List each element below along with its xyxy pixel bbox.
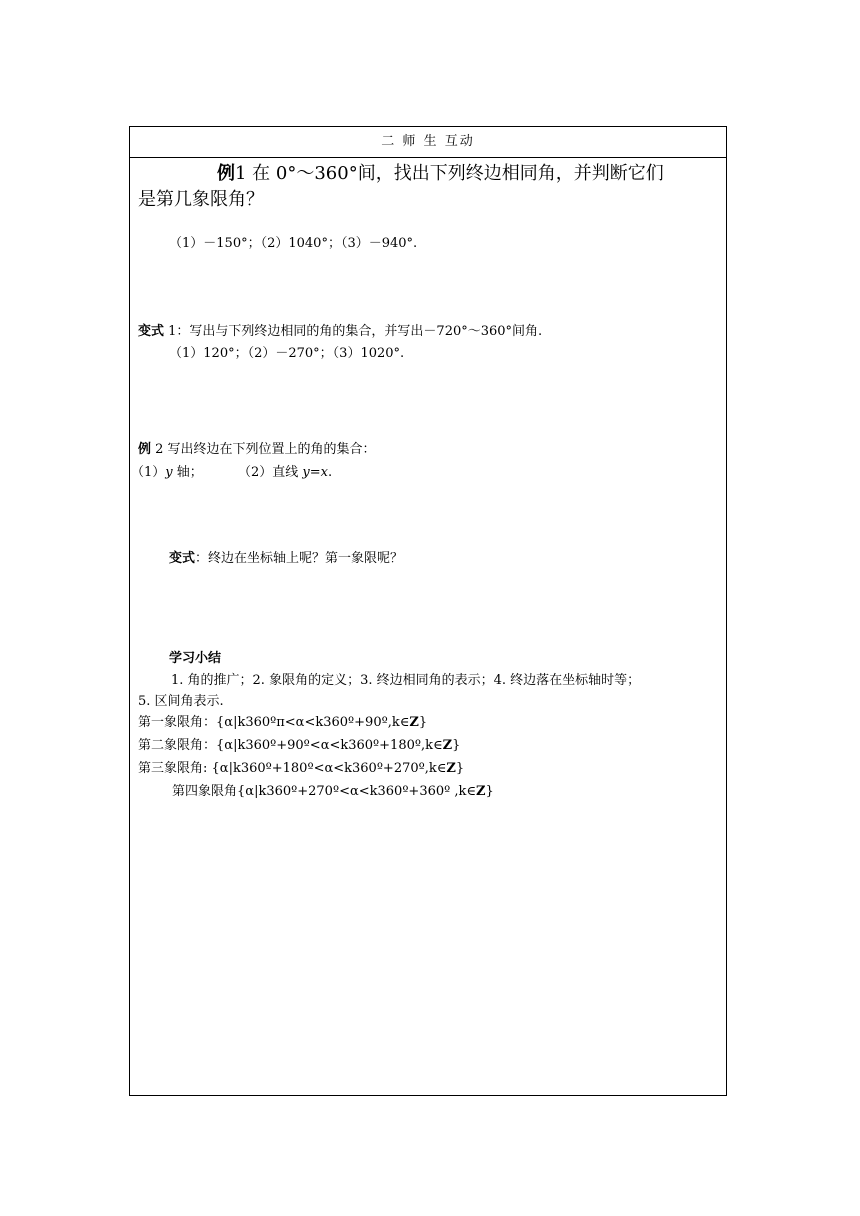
variant1-line bbox=[138, 323, 542, 341]
example1-line1 bbox=[217, 162, 664, 186]
variant1-text: 1：写出与下列终边相同的角的集合，并写出－720°～360°间角. bbox=[164, 324, 543, 339]
example2-text: 2 写出终边在下列位置上的角的集合： bbox=[151, 442, 376, 457]
summary-title: 学习小结 bbox=[169, 651, 222, 666]
section-title: 二 师 生 互动 bbox=[381, 134, 475, 149]
example2-item2: （2）直线 y=x. bbox=[238, 465, 333, 480]
example1-label: 例 bbox=[217, 163, 235, 184]
example1-line2: 是第几象限角？ bbox=[138, 189, 264, 210]
quadrant1-set: 第一象限角：{α|k360ºπ<α<k360º+90º,k∈Z} bbox=[138, 715, 428, 730]
example2-label: 例 bbox=[138, 442, 152, 457]
quadrant2-set: 第二象限角：{α|k360º+90º<α<k360º+180º,k∈Z} bbox=[138, 738, 461, 753]
example1-items: （1）－150°；（2）1040°；（3）－940°. bbox=[169, 236, 418, 251]
quadrant4-set: 第四象限角{α|k360º+270º<α<k360º+360º ,k∈Z} bbox=[172, 784, 494, 799]
variant2-line bbox=[169, 550, 403, 568]
content-table bbox=[129, 126, 727, 1096]
example1-text: 1 在 0°～360°间，找出下列终边相同角，并判断它们 bbox=[235, 163, 664, 184]
summary-line1: 1. 角的推广；2. 象限角的定义；3. 终边相同角的表示；4. 终边落在坐标轴时等； bbox=[171, 673, 641, 688]
variant1-label: 变式 bbox=[138, 324, 165, 339]
variant1-items: （1）120°；（2）－270°；（3）1020°. bbox=[169, 346, 405, 361]
example2-item1: （1）y 轴； bbox=[131, 465, 203, 480]
example2-line bbox=[138, 441, 376, 459]
summary-line2: 5. 区间角表示. bbox=[138, 694, 224, 709]
variant2-label: 变式 bbox=[169, 551, 196, 566]
section-header bbox=[130, 127, 726, 158]
variant2-text: ：终边在坐标轴上呢？第一象限呢？ bbox=[195, 551, 404, 566]
quadrant3-set: 第三象限角: {α|k360º+180º<α<k360º+270º,k∈Z} bbox=[138, 761, 465, 776]
